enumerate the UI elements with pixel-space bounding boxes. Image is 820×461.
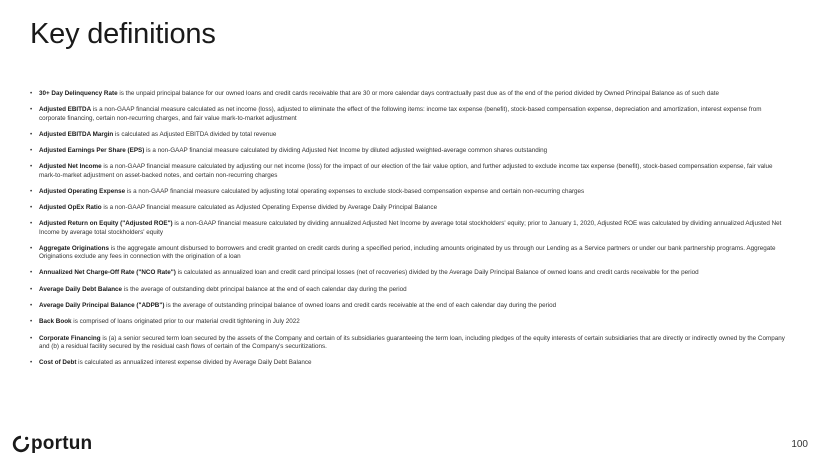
bullet: • [30, 285, 33, 293]
definition-text: is calculated as annualized interest expense divided by Average Daily Debt Balance [76, 359, 312, 367]
bullet: • [30, 269, 33, 277]
bullet: • [30, 90, 33, 97]
definition-item [30, 106, 788, 122]
definition-term: Adjusted Net Income [39, 163, 102, 171]
definition-term: Annualized Net Charge-Off Rate ("NCO Rate") [39, 269, 176, 277]
definitions-list [30, 90, 788, 375]
bullet: • [30, 244, 33, 252]
definition-item [30, 318, 788, 326]
definition-text: is a non-GAAP financial measure calculated by dividing annualized Adjusted Net Income by average total stockholders' equity; prior to January 1, 2020, Adjusted ROE was calculated by dividing annualized Adjusted Net Income by average total stockholders' equity [39, 220, 782, 236]
definition-text: is (a) a senior secured term loan secured by the assets of the Company and certain of its subsidiaries guaranteeing the term loan, including pledges of the equity interests of certain subsidiaries that are directly or indirectly owned by the Company and (b) a residual facility secured by the residual cash flows of certain of the Company's securitizations. [39, 334, 785, 350]
definition-term: 30+ Day Delinquency Rate [39, 90, 118, 97]
bullet: • [30, 220, 33, 228]
definition-item [30, 269, 788, 277]
definition-item [30, 220, 788, 236]
definition-item [30, 147, 788, 155]
definition-term: Adjusted OpEx Ratio [39, 204, 102, 212]
definition-text: is the average of outstanding debt principal balance at the end of each calendar day during the period [122, 285, 407, 293]
definition-term: Aggregate Originations [39, 244, 109, 252]
definition-item [30, 204, 788, 212]
bullet: • [30, 187, 33, 195]
page-number: 100 [791, 439, 808, 450]
definition-term: Cost of Debt [39, 359, 77, 367]
definition-item [30, 302, 788, 310]
definition-term: Average Daily Debt Balance [39, 285, 123, 293]
definition-term: Adjusted EBITDA Margin [39, 130, 114, 138]
bullet: • [30, 106, 33, 114]
definition-term: Average Daily Principal Balance ("ADPB") [39, 302, 165, 310]
definition-text: is a non-GAAP financial measure calculated by adjusting total operating expenses to exclude stock-based compensation expense and certain non-recurring charges [125, 187, 585, 195]
definition-item [30, 188, 788, 196]
definition-term: Adjusted Return on Equity ("Adjusted ROE") [39, 220, 173, 228]
definition-text: is a non-GAAP financial measure calculated by dividing Adjusted Net Income by diluted adjusted weighted-average common shares outstanding [144, 147, 548, 155]
definition-text: is the aggregate amount disbursed to borrowers and credit granted on credit cards during a specified period, including amounts originated by us through our Lending as a Service partners or under our bank partnership programs. Aggregate Originations exclude any fees in connection with the origination of a loan [39, 244, 776, 261]
bullet: • [30, 147, 33, 155]
bullet: • [30, 130, 33, 138]
definition-text: is a non-GAAP financial measure calculated as Adjusted Operating Expense divided by Average Daily Principal Balance [101, 204, 438, 212]
definition-item [30, 245, 788, 261]
definition-item [30, 286, 788, 294]
definition-term: Adjusted EBITDA [39, 106, 92, 114]
bullet: • [30, 163, 33, 171]
logo-text: portun [31, 433, 93, 454]
definition-term: Corporate Financing [39, 334, 101, 342]
definition-text: is a non-GAAP financial measure calculated by adjusting our net income (loss) for the impact of our election of the fair value option, and further adjusted to exclude income tax expense (benefit), stock-based compensation expense, fair value mark-to-market adjustment on asset-backed notes, and certain non-recurring charges [39, 163, 773, 179]
definition-term: Adjusted Earnings Per Share (EPS) [39, 147, 145, 155]
definition-text: is calculated as Adjusted EBITDA divided by total revenue [113, 130, 277, 138]
definition-item [30, 163, 788, 179]
definition-text: is the unpaid principal balance for our owned loans and credit cards receivable that are 30 or more calendar days contractually past due as of the end of the period divided by Owned Principal Balance as of such date [117, 90, 719, 97]
definition-item [30, 131, 788, 139]
bullet: • [30, 318, 33, 326]
definition-term: Back Book [39, 318, 72, 326]
bullet: • [30, 334, 33, 342]
oportun-o-icon [12, 435, 30, 453]
definition-item [30, 335, 788, 351]
definition-item [30, 359, 788, 367]
bullet: • [30, 204, 33, 212]
bullet: • [30, 302, 33, 310]
definition-text: is comprised of loans originated prior to our material credit tightening in July 2022 [71, 318, 300, 326]
bullet: • [30, 359, 33, 367]
definition-text: is calculated as annualized loan and credit card principal losses (net of recoveries) divided by the Average Daily Principal Balance of owned loans and credit cards receivable for the period [175, 269, 699, 277]
oportun-logo [12, 433, 92, 455]
definition-text: is a non-GAAP financial measure calculated as net income (loss), adjusted to eliminate the effect of the following items: income tax expense (benefit), stock-based compensation expense, depreciation and amortization, interest expense from corporate financing, certain non-recurring charges, and fair value mark-to-market adjustment [39, 106, 762, 122]
definition-text: is the average of outstanding principal balance of owned loans and credit cards receivable at the end of each calendar day during the period [164, 302, 557, 310]
definition-item [30, 90, 788, 98]
definition-term: Adjusted Operating Expense [39, 187, 126, 195]
page-title: Key definitions [30, 18, 216, 50]
